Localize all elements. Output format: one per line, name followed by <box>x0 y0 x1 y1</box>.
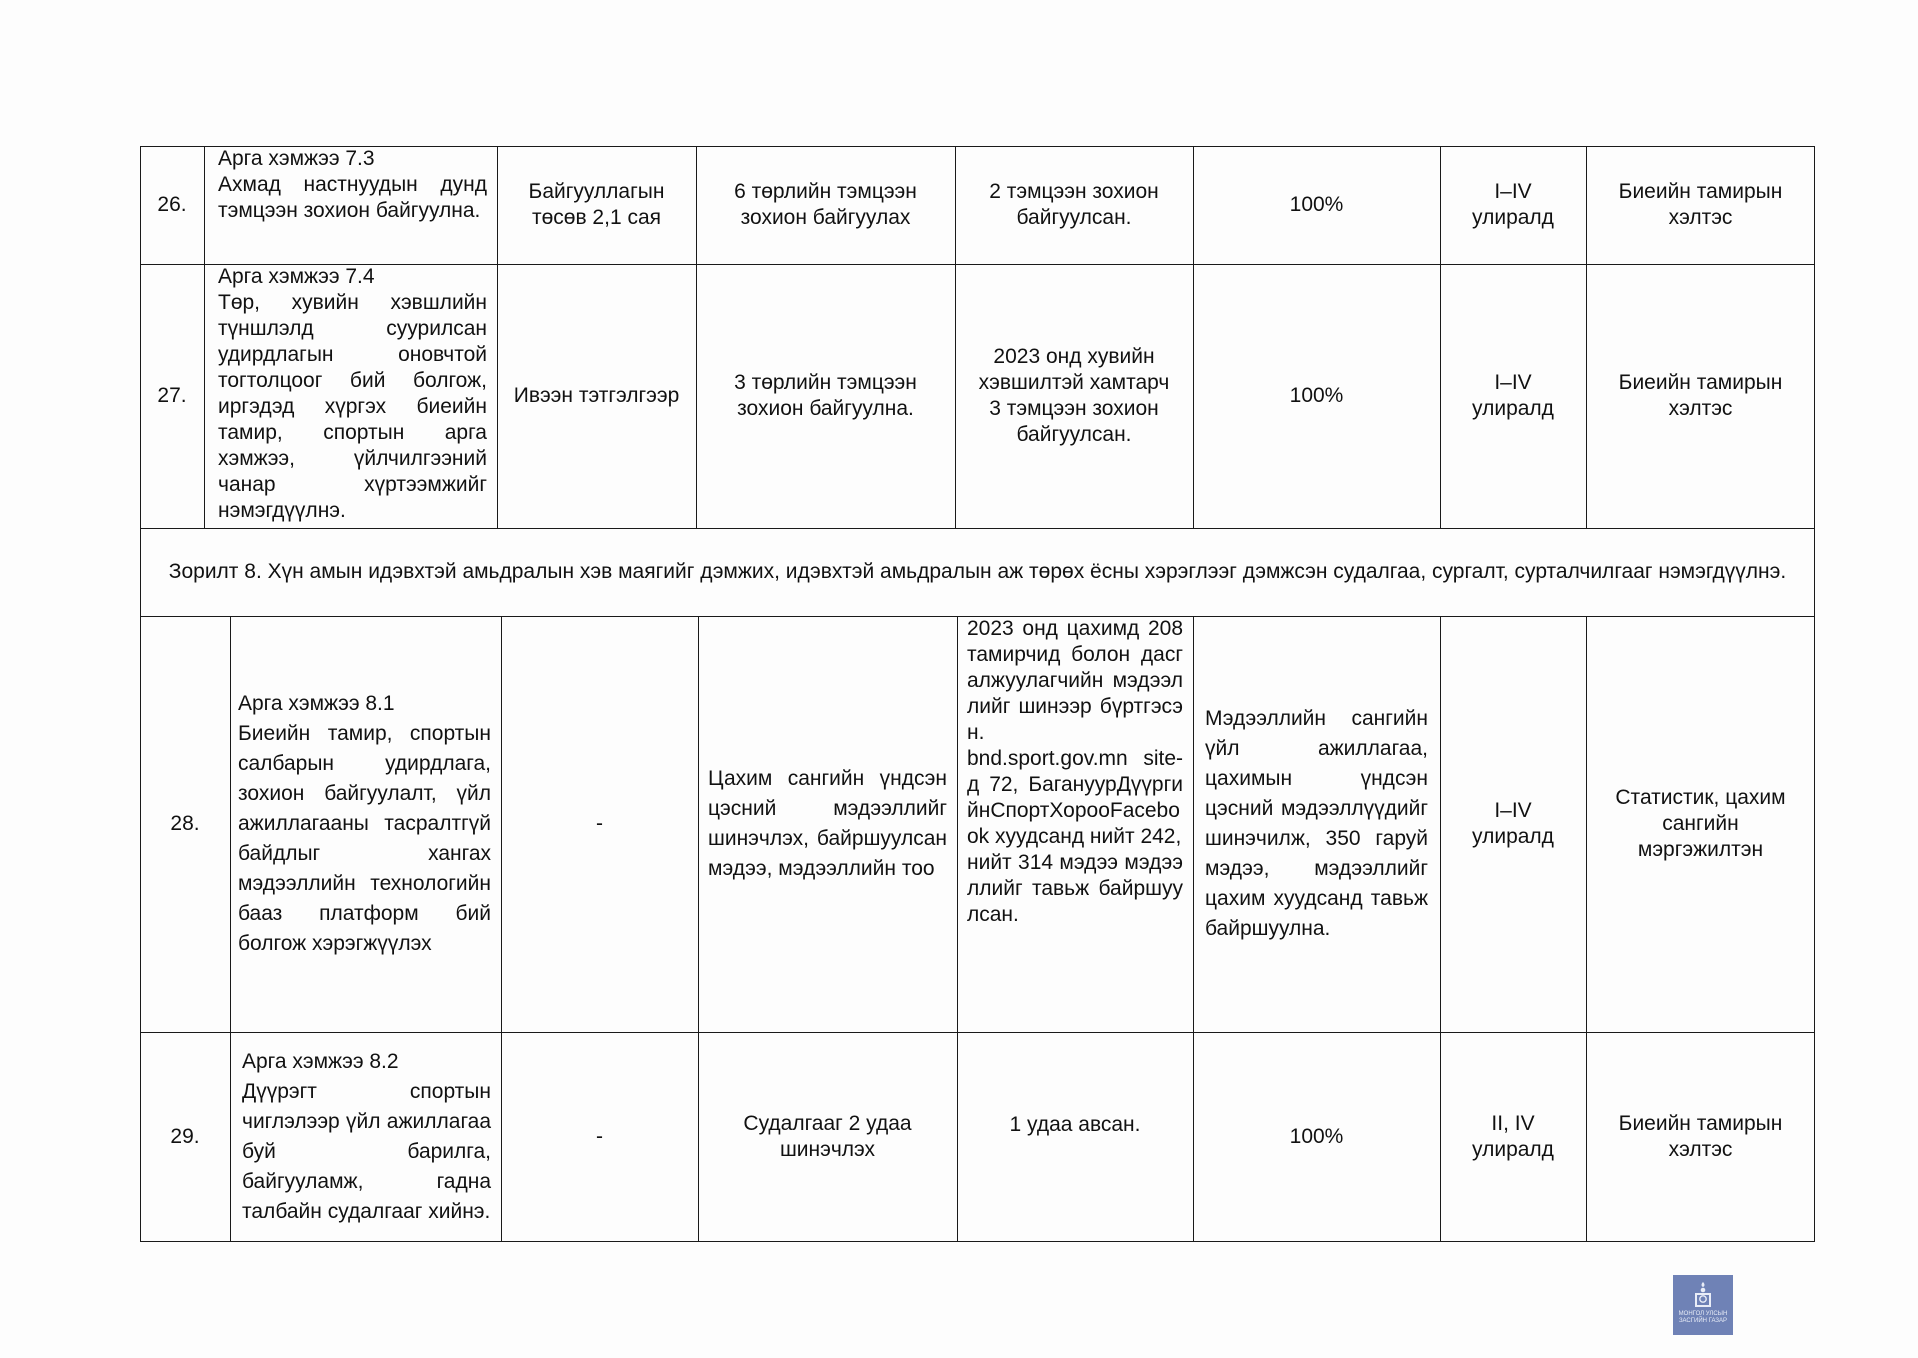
action-cell: Арга хэмжээ 7.4 Төр, хувийн хэвшлийн түншлэлд суурилсан удирдлагын оновчтой тогтолцоог бий болгож, иргэдэд хүргэх биеийн тамир, спортын арга хэмжээ, үйлчилгээний чанар хүртээмжийг нэмэгдүүлнэ. <box>218 265 487 522</box>
budget-cell: - <box>596 812 603 835</box>
period-cell: II, IV улиралд <box>1472 1112 1554 1161</box>
budget-cell: Ивээн тэтгэлгээр <box>513 384 680 407</box>
responsible-cell: Биеийн тамирын хэлтэс <box>1618 180 1783 229</box>
row-number: 28. <box>170 812 200 835</box>
responsible-cell: Биеийн тамирын хэлтэс <box>1618 371 1783 420</box>
result-cell: 2 тэмцээн зохион байгуулсан. <box>989 180 1159 229</box>
budget-cell: - <box>596 1125 603 1148</box>
soyombo-icon <box>1693 1281 1713 1309</box>
indicator-cell: Судалгааг 2 удаа шинэчлэх <box>743 1112 912 1161</box>
row-number: 27. <box>157 384 187 407</box>
budget-cell: Байгууллагын төсөв 2,1 сая <box>528 180 665 229</box>
responsible-cell: Статистик, цахим сангийн мэргэжилтэн <box>1615 786 1786 861</box>
period-cell: I–IV улиралд <box>1472 799 1554 848</box>
percent-cell: 100% <box>1289 193 1344 216</box>
percent-cell: 100% <box>1289 1125 1344 1148</box>
government-emblem <box>1673 1275 1733 1335</box>
indicator-cell: 3 төрлийн тэмцээн зохион байгуулна. <box>734 371 917 420</box>
row-number: 26. <box>157 193 187 216</box>
percent-cell: 100% <box>1289 384 1344 407</box>
result-cell: 2023 онд хувийн хэвшилтэй хамтарч 3 тэмцээн зохион байгуулсан. <box>978 345 1170 446</box>
row-number: 29. <box>170 1125 200 1148</box>
result-cell: 2023 онд цахимд 208 тамирчид болон дасгалжуулагчийн мэдээллийг шинээр бүртгэсэн. bnd.sport.gov.mn site-д 72, БагануурДүүргийнСпортХорооFacebook хуудсанд нийт 242, нийт 314 мэдээ мэдээллийг тавьж байршуулсан. <box>967 617 1183 926</box>
responsible-cell: Биеийн тамирын хэлтэс <box>1618 1112 1783 1161</box>
action-cell: Арга хэмжээ 8.1 Биеийн тамир, спортын салбарын удирдлага, зохион байгуулалт, үйл ажиллагааны тасралтгүй байдлыг хангах мэдээллийн технологийн бааз платформ бий болгож хэрэгжүүлэх <box>238 692 491 955</box>
indicator-cell: 6 төрлийн тэмцээн зохион байгуулах <box>734 180 917 229</box>
action-cell: Арга хэмжээ 7.3 Ахмад настнуудын дунд тэмцээн зохион байгуулна. <box>218 147 487 222</box>
result-cell: 1 удаа авсан. <box>1009 1113 1141 1136</box>
goal-heading: Зорилт 8. Хүн амын идэвхтэй амьдралын хэв маягийг дэмжих, идэвхтэй амьдралын аж төрөх ёсны хэрэглээг дэмжсэн судалгаа, сургалт, сурталчилгааг нэмэгдүүлнэ. <box>168 560 1787 583</box>
action-cell: Арга хэмжээ 8.2 Дүүрэгт спортын чиглэлээр үйл ажиллагаа буй барилга, байгууламж, гадна талбайн судалгааг хийнэ. <box>242 1050 491 1223</box>
emblem-caption: МОНГОЛ УЛСЫН ЗАСГИЙН ГАЗАР <box>1678 1311 1728 1324</box>
period-cell: I–IV улиралд <box>1472 371 1554 420</box>
percent-cell: Мэдээллийн сангийн үйл ажиллагаа, цахимын үндсэн цэсний мэдээллүүдийг шинэчилж, 350 гаруй мэдээ, мэдээллийг цахим хуудсанд тавьж байршуулна. <box>1205 707 1428 940</box>
indicator-cell: Цахим сангийн үндсэн цэсний мэдээллийг шинэчлэх, байршуулсан мэдээ, мэдээллийн тоо <box>708 767 947 880</box>
period-cell: I–IV улиралд <box>1472 180 1554 229</box>
